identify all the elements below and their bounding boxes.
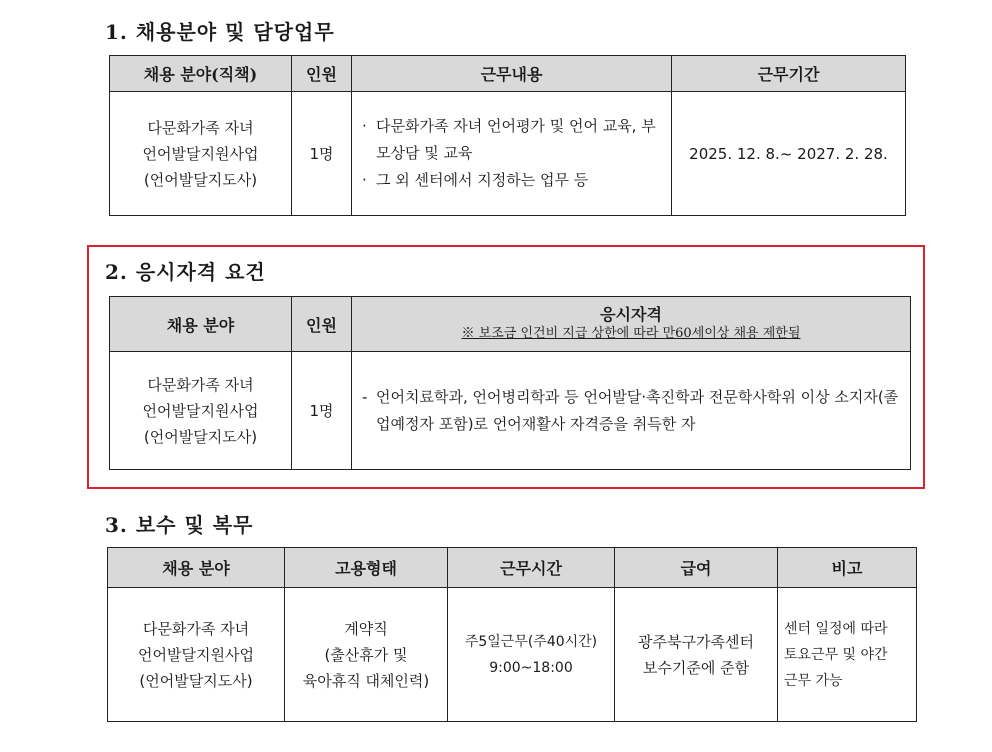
remarks-line: 센터 일정에 따라	[784, 620, 888, 637]
count-cell: 1명	[292, 92, 352, 216]
employment-line: 육아휴직 대체인력)	[302, 671, 430, 690]
duty-item: · 다문화가족 자녀 언어평가 및 언어 교육, 부모상담 및 교육	[362, 117, 656, 162]
field-line: 다문화가족 자녀	[147, 118, 254, 137]
field-line: 다문화가족 자녀	[142, 619, 250, 638]
header-field: 채용 분야	[108, 548, 285, 588]
header-remarks: 비고	[778, 548, 917, 588]
age-limit-note: ※ 보조금 인건비 지급 상한에 따라 만60세이상 채용 제한됨	[461, 326, 801, 341]
employment-line: 계약직	[344, 619, 388, 638]
qualification-table	[109, 296, 911, 470]
section1-heading: 1. 채용분야 및 담당업무	[105, 20, 335, 44]
field-cell	[108, 588, 285, 722]
header-field: 채용 분야(직책)	[110, 56, 292, 92]
field-line: 다문화가족 자녀	[147, 375, 254, 394]
header-period: 근무기간	[672, 56, 906, 92]
hours-line: 9:00~18:00	[489, 659, 573, 676]
salary-line: 보수기준에 준함	[642, 658, 750, 677]
employment-line: (출산휴가 및	[324, 645, 408, 664]
duty-item: · 그 외 센터에서 지정하는 업무 등	[362, 171, 589, 189]
field-cell	[110, 92, 292, 216]
remarks-line: 근무 가능	[784, 672, 843, 689]
header-count: 인원	[292, 56, 352, 92]
field-line: 언어발달지원사업	[138, 645, 254, 664]
header-hours: 근무시간	[448, 548, 615, 588]
employment-cell	[285, 588, 448, 722]
hours-cell	[448, 588, 615, 722]
hours-line: 주5일근무(주40시간)	[464, 633, 598, 650]
remarks-cell	[778, 588, 917, 722]
header-qualification	[352, 297, 911, 352]
field-cell	[110, 352, 292, 470]
header-salary: 급여	[615, 548, 778, 588]
pay-table	[107, 547, 917, 722]
header-field: 채용 분야	[110, 297, 292, 352]
field-line: (언어발달지도사)	[143, 170, 258, 189]
field-line: (언어발달지도사)	[143, 427, 258, 446]
salary-cell	[615, 588, 778, 722]
duties-table	[109, 55, 906, 216]
qualification-cell	[352, 352, 911, 470]
section2-heading: 2. 응시자격 요건	[105, 260, 266, 284]
period-cell: 2025. 12. 8.~ 2027. 2. 28.	[672, 92, 906, 216]
section3-heading: 3. 보수 및 복무	[105, 513, 254, 537]
count-cell: 1명	[292, 352, 352, 470]
header-duties: 근무내용	[352, 56, 672, 92]
remarks-line: 토요근무 및 야간	[784, 646, 888, 663]
salary-line: 광주북구가족센터	[638, 632, 754, 651]
header-count: 인원	[292, 297, 352, 352]
field-line: 언어발달지원사업	[142, 144, 259, 163]
header-employment: 고용형태	[285, 548, 448, 588]
duties-cell	[352, 92, 672, 216]
field-line: 언어발달지원사업	[142, 401, 259, 420]
qualification-title: 응시자격	[600, 305, 662, 324]
field-line: (언어발달지도사)	[139, 671, 253, 690]
qualification-item: - 언어치료학과, 언어병리학과 등 언어발달·촉진학과 전문학사학위 이상 소지자(졸업예정자 포함)로 언어재활사 자격증을 취득한 자	[362, 387, 899, 433]
